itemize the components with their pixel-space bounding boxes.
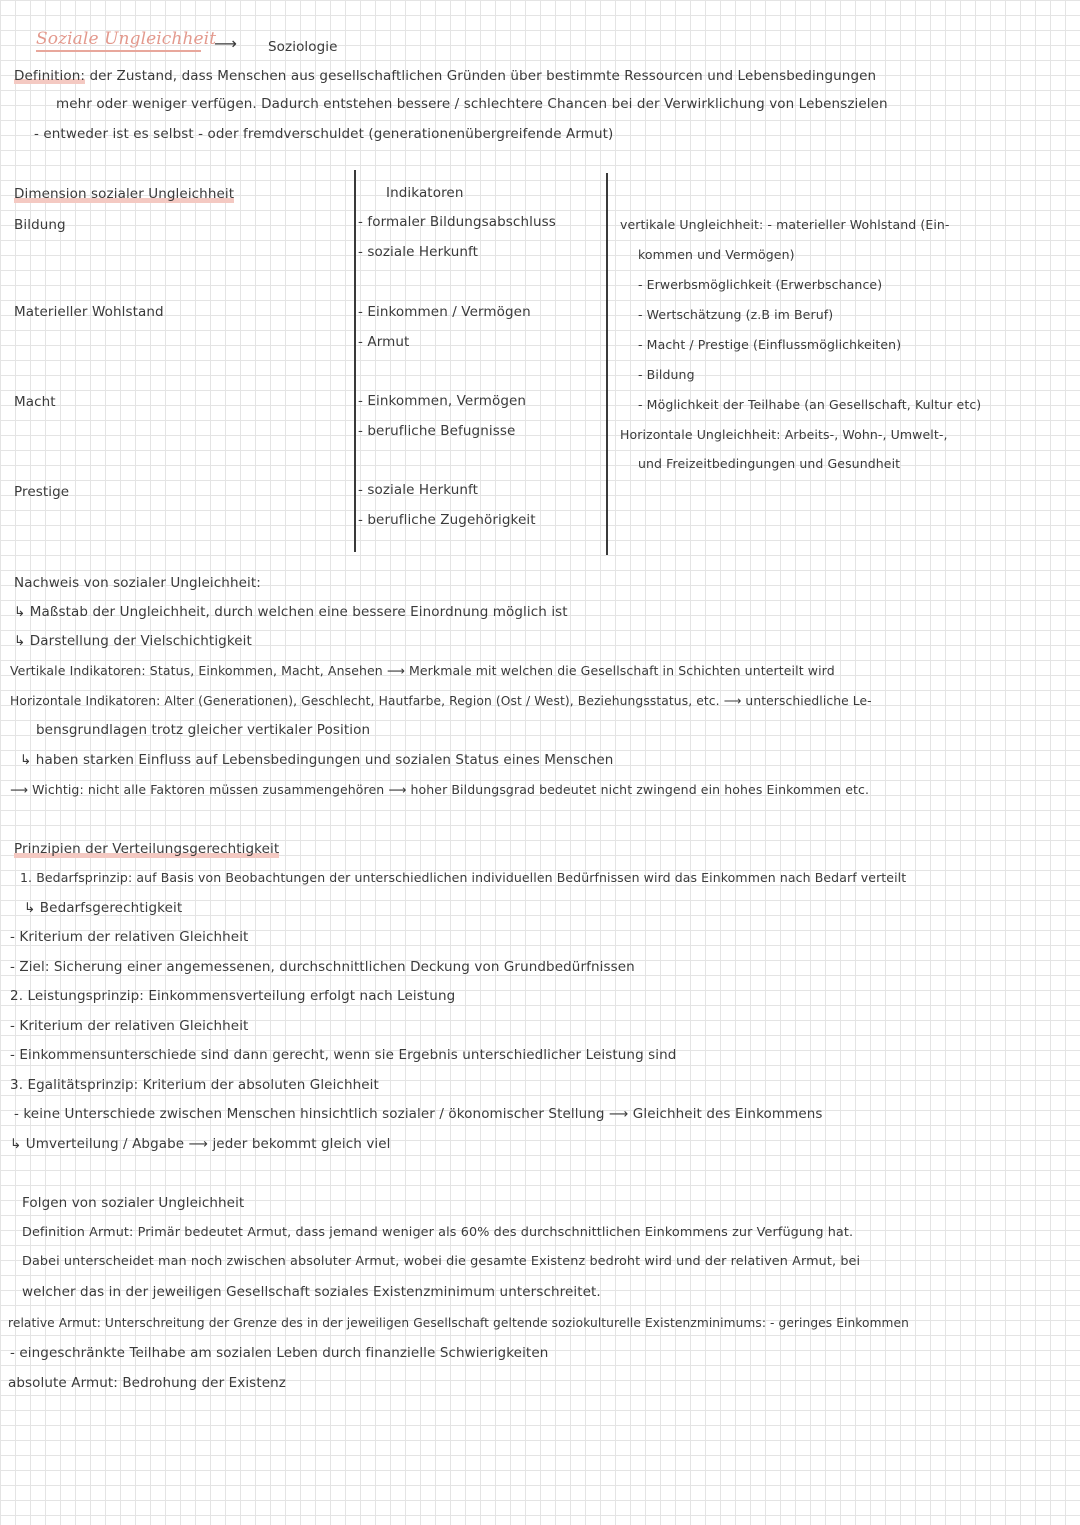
indicator: - berufliche Zugehörigkeit	[358, 512, 536, 528]
prinzip-line: ↳ Umverteilung / Abgabe ⟶ jeder bekommt gleich viel	[10, 1136, 391, 1152]
prinzip-line: 2. Leistungsprinzip: Einkommensverteilung erfolgt nach Leistung	[10, 988, 456, 1004]
prinzip-line: - Kriterium der relativen Gleichheit	[10, 929, 249, 945]
side-note: - Macht / Prestige (Einflussmöglichkeiten)	[638, 337, 902, 352]
nachweis-line: ↳ Maßstab der Ungleichheit, durch welchen eine bessere Einordnung möglich ist	[14, 604, 568, 620]
prinzip-line: - Ziel: Sicherung einer angemessenen, durchschnittlichen Deckung von Grundbedürfnissen	[10, 959, 635, 975]
nachweis-line: ↳ Darstellung der Vielschichtigkeit	[14, 633, 252, 649]
prinzip-line: 3. Egalitätsprinzip: Kriterium der absoluten Gleichheit	[10, 1077, 379, 1093]
arrow-icon: ⟶	[214, 34, 238, 53]
prinzip-line: ↳ Bedarfsgerechtigkeit	[24, 900, 183, 916]
nachweis-line: ↳ haben starken Einfluss auf Lebensbedingungen und sozialen Status eines Menschen	[20, 752, 614, 768]
side-note: - Erwerbsmöglichkeit (Erwerbschance)	[638, 277, 883, 292]
folgen-line: absolute Armut: Bedrohung der Existenz	[8, 1375, 286, 1391]
prinzipien-heading: Prinzipien der Verteilungsgerechtigkeit	[14, 841, 280, 857]
prinzip-line: 1. Bedarfsprinzip: auf Basis von Beobachtungen der unterschiedlichen individuellen Bedürfnissen wird das Einkommen nach Bedarf verteilt	[20, 870, 907, 885]
side-note: kommen und Vermögen)	[638, 247, 795, 262]
definition-label: Definition:	[14, 68, 86, 84]
nachweis-line: Vertikale Indikatoren: Status, Einkommen, Macht, Ansehen ⟶ Merkmale mit welchen die Gesellschaft in Schichten unterteilt wird	[10, 663, 835, 678]
definition-text-1: der Zustand, dass Menschen aus gesellschaftlichen Gründen über bestimmte Ressourcen und Lebensbedingungen	[89, 68, 877, 84]
indicator: - Einkommen / Vermögen	[358, 304, 531, 320]
table-divider-left	[354, 170, 356, 552]
folgen-line: Definition Armut: Primär bedeutet Armut, dass jemand weniger als 60% des durchschnittlichen Einkommens zur Verfügung hat.	[22, 1225, 854, 1240]
definition-line-2: mehr oder weniger verfügen. Dadurch entstehen bessere / schlechtere Chancen bei der Verwirklichung von Lebenszielen	[56, 96, 888, 112]
definition-line-3: - entweder ist es selbst - oder fremdverschuldet (generationenübergreifende Armut)	[34, 126, 614, 142]
side-note-horizontal: Horizontale Ungleichheit: Arbeits-, Wohn-, Umwelt-,	[620, 427, 948, 442]
table-header-dimension: Dimension sozialer Ungleichheit	[14, 186, 235, 202]
nachweis-heading: Nachweis von sozialer Ungleichheit:	[14, 575, 261, 591]
dimension-macht: Macht	[14, 394, 56, 410]
folgen-line: Dabei unterscheidet man noch zwischen absoluter Armut, wobei die gesamte Existenz bedroht wird und der relativen Armut, bei	[22, 1254, 861, 1269]
nachweis-line: Horizontale Indikatoren: Alter (Generationen), Geschlecht, Hautfarbe, Region (Ost / West), Beziehungsstatus, etc. ⟶ unterschiedliche Le-	[10, 694, 872, 708]
nachweis-line: ⟶ Wichtig: nicht alle Faktoren müssen zusammengehören ⟶ hoher Bildungsgrad bedeutet nicht zwingend ein hohes Einkommen etc.	[10, 782, 870, 797]
side-note-vertikal: vertikale Ungleichheit: - materieller Wohlstand (Ein-	[620, 217, 950, 232]
side-note: - Bildung	[638, 367, 695, 382]
dimension-bildung: Bildung	[14, 217, 66, 233]
indicator: - soziale Herkunft	[358, 244, 479, 260]
folgen-line: relative Armut: Unterschreitung der Grenze des in der jeweiligen Gesellschaft geltende soziokulturelle Existenzminimums: - geringes Einkommen	[8, 1316, 909, 1330]
indicator: - soziale Herkunft	[358, 482, 479, 498]
prinzip-line: - keine Unterschiede zwischen Menschen hinsichtlich sozialer / ökonomischer Stellung ⟶ Gleichheit des Einkommens	[14, 1106, 823, 1122]
subject-label: Soziologie	[268, 39, 338, 55]
title-underline	[36, 50, 201, 52]
nachweis-line: bensgrundlagen trotz gleicher vertikaler Position	[36, 722, 371, 738]
folgen-line: welcher das in der jeweiligen Gesellschaft soziales Existenzminimum unterschreitet.	[22, 1284, 601, 1300]
dimension-prestige: Prestige	[14, 484, 70, 500]
definition-line-1	[14, 67, 876, 85]
prinzip-line: - Einkommensunterschiede sind dann gerecht, wenn sie Ergebnis unterschiedlicher Leistung sind	[10, 1047, 677, 1063]
table-header-indicators: Indikatoren	[386, 185, 464, 201]
indicator: - formaler Bildungsabschluss	[358, 214, 556, 230]
indicator: - berufliche Befugnisse	[358, 423, 516, 439]
side-note: - Wertschätzung (z.B im Beruf)	[638, 307, 834, 322]
page-title: Soziale Ungleichheit	[36, 29, 217, 49]
folgen-heading: Folgen von sozialer Ungleichheit	[22, 1195, 245, 1211]
side-note: - Möglichkeit der Teilhabe (an Gesellschaft, Kultur etc)	[638, 397, 982, 412]
side-note: und Freizeitbedingungen und Gesundheit	[638, 456, 901, 471]
indicator: - Armut	[358, 334, 410, 350]
indicator: - Einkommen, Vermögen	[358, 393, 527, 409]
dimension-wohlstand: Materieller Wohlstand	[14, 304, 164, 320]
table-divider-right	[606, 173, 608, 555]
folgen-line: - eingeschränkte Teilhabe am sozialen Leben durch finanzielle Schwierigkeiten	[10, 1345, 549, 1361]
prinzip-line: - Kriterium der relativen Gleichheit	[10, 1018, 249, 1034]
